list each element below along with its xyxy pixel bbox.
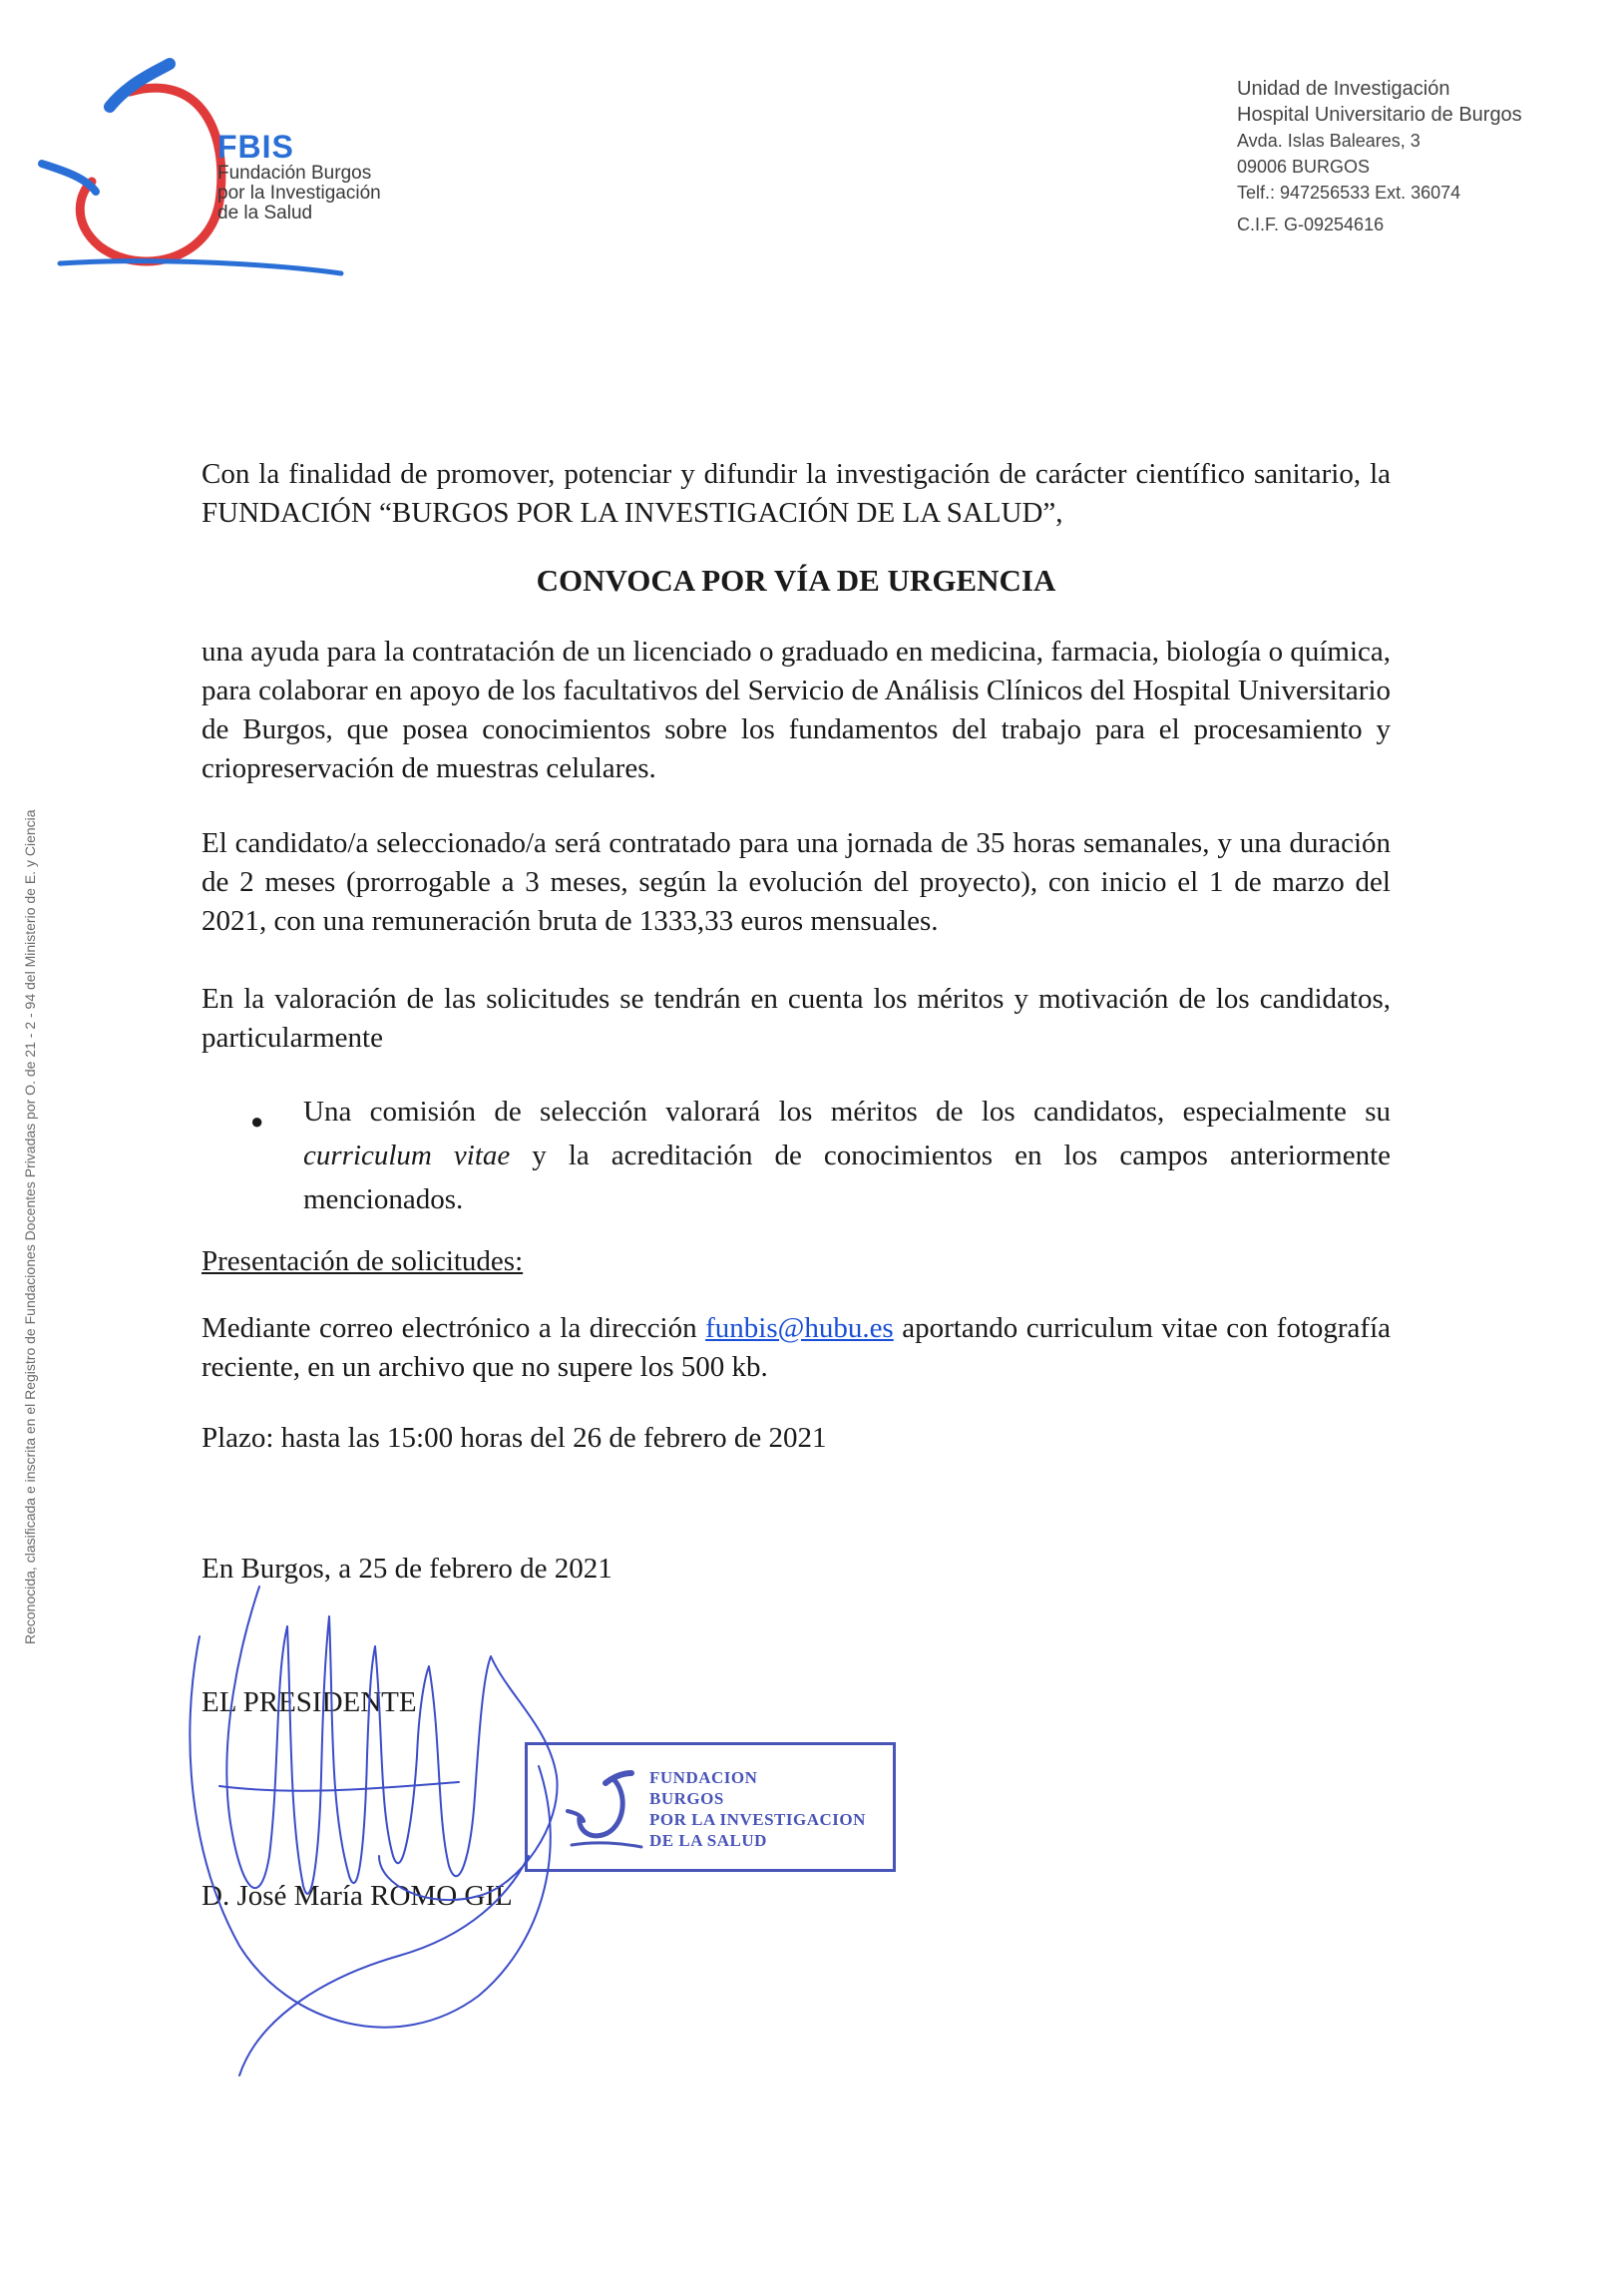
address-line-5: Telf.: 947256533 Ext. 36074: [1237, 183, 1461, 203]
stamp-line-3: POR LA INVESTIGACION: [649, 1810, 866, 1829]
evaluation-text: En la valoración de las solicitudes se tendrán en cuenta los méritos y motivación de los candidatos, particularmente: [202, 983, 1391, 1054]
bullet-item: [247, 1090, 1391, 1221]
contract-text: El candidato/a seleccionado/a será contratado para una jornada de 35 horas semanales, y una duración de 2 meses (prorrogable a 3 meses, según la evolución del proyecto), con inicio el 1 de marzo del 2021, con una remuneración bruta de 1333,33 euros mensuales.: [202, 827, 1391, 937]
intro-paragraph: [202, 455, 1391, 533]
submission-text-after: aportando curriculum vitae con fotografía reciente, en un archivo que no supere los 500 kb.: [202, 1312, 1392, 1383]
brand-line-2: por la Investigación: [217, 183, 381, 204]
brand-block: [217, 130, 381, 224]
bullet-dot-icon: ●: [250, 1109, 264, 1134]
submission-heading: Presentación de solicitudes:: [202, 1245, 524, 1277]
contract-paragraph: [202, 824, 1391, 941]
evaluation-paragraph: [202, 980, 1391, 1058]
stamp-line-2: BURGOS: [649, 1789, 724, 1808]
stamp-text: [649, 1767, 866, 1851]
submission-paragraph: [202, 1309, 1391, 1387]
handwritten-signature: [180, 1557, 648, 2095]
brand-line-1: Fundación Burgos: [217, 163, 372, 184]
submission-text: [202, 1309, 1391, 1387]
address-cif: C.I.F. G-09254616: [1237, 215, 1385, 234]
address-line-3: Avda. Islas Baleares, 3: [1237, 131, 1421, 151]
deadline-paragraph: [202, 1419, 1391, 1458]
stamp-line-1: FUNDACION: [649, 1768, 758, 1787]
place-date: En Burgos, a 25 de febrero de 2021: [202, 1553, 612, 1585]
brand-name: FBIS: [217, 129, 294, 165]
deadline-text: Plazo: hasta las 15:00 horas del 26 de febrero de 2021: [202, 1422, 827, 1454]
grant-text: una ayuda para la contratación de un licenciado o graduado en medicina, farmacia, biología o química, para colaborar en apoyo de los facultativos del Servicio de Análisis Clínicos del Hospital Universitario de Burgos, que posea conocimientos sobre los fundamentos del trabajo para el procesamiento y criopreservación de muestras celulares.: [202, 636, 1391, 784]
address-line-2: Hospital Universitario de Burgos: [1237, 104, 1522, 126]
announcement-heading: CONVOCA POR VÍA DE URGENCIA: [536, 563, 1056, 598]
signatory-name: D. José María ROMO GIL: [202, 1880, 513, 1912]
submission-text-before: Mediante correo electrónico a la dirección: [202, 1312, 706, 1344]
brand-line-3: de la Salud: [217, 203, 313, 224]
address-block: [1237, 76, 1522, 237]
address-line-4: 09006 BURGOS: [1237, 157, 1371, 177]
bullet-text-italic: curriculum vitae: [303, 1140, 511, 1171]
address-line-1: Unidad de Investigación: [1237, 78, 1450, 100]
bullet-text-after: y la acreditación de conocimientos en los campos anteriormente mencionados.: [303, 1140, 1391, 1215]
stamp-line-4: DE LA SALUD: [649, 1831, 767, 1850]
registry-side-note: Reconocida, clasificada e inscrita en el Registro de Fundaciones Docentes Privadas por O. de 21 - 2 - 94 del Ministerio de E. y Ciencia: [22, 809, 38, 1644]
email-link[interactable]: funbis@hubu.es: [705, 1312, 894, 1344]
bullet-text-before: Una comisión de selección valorará los méritos de los candidatos, especialmente su: [303, 1096, 1391, 1128]
bullet-text: [303, 1090, 1391, 1221]
intro-text: Con la finalidad de promover, potenciar y difundir la investigación de carácter científico sanitario, la FUNDACIÓN “BURGOS POR LA INVESTIGACIÓN DE LA SALUD”,: [202, 458, 1391, 529]
grant-paragraph: [202, 633, 1391, 788]
signatory-title: EL PRESIDENTE: [202, 1686, 417, 1718]
